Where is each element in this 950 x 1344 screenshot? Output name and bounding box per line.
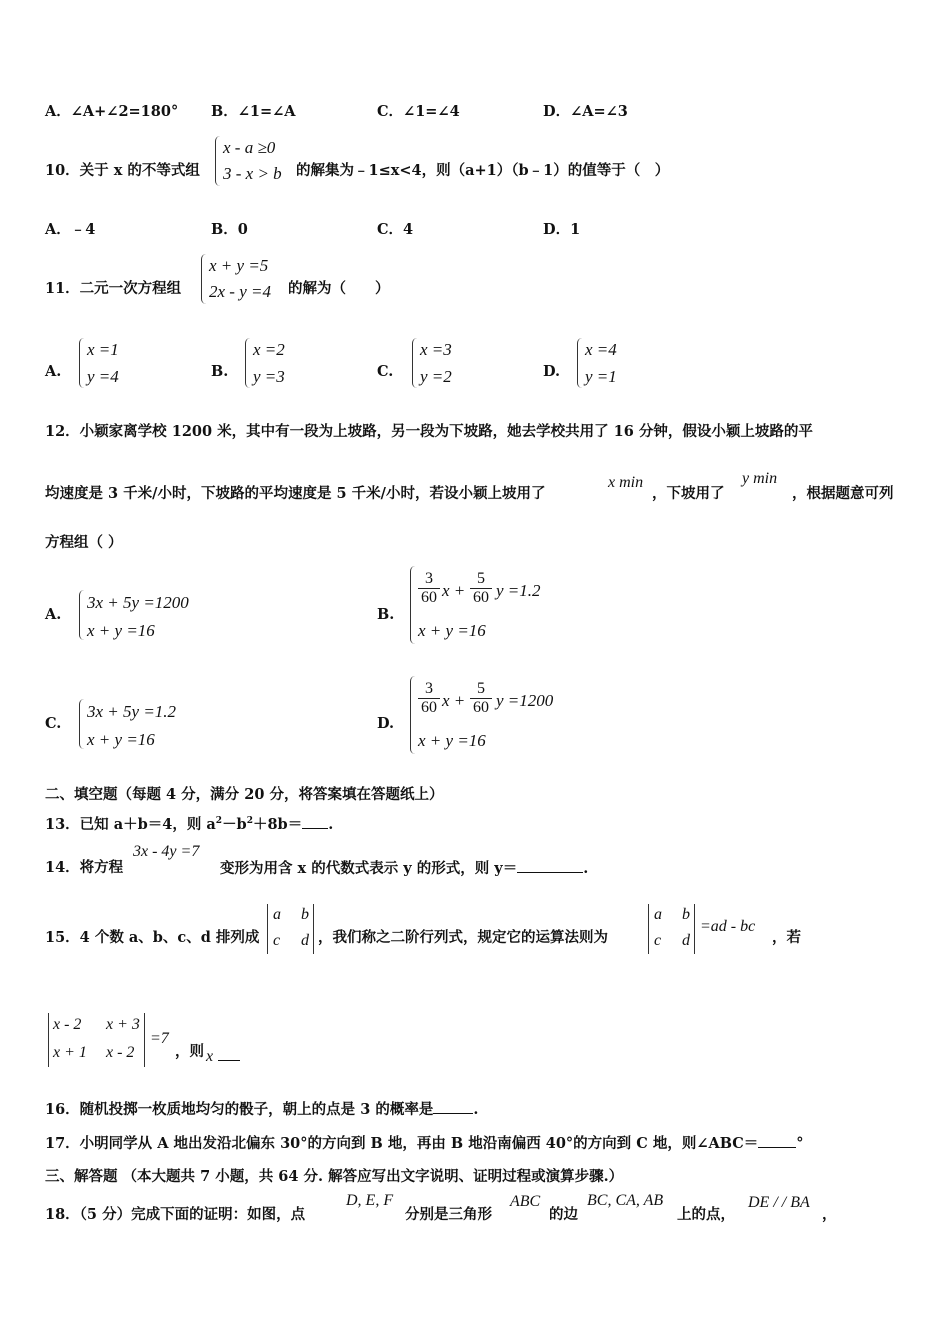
q12-b-frac1-num: 3 xyxy=(425,570,433,587)
q12-option-a-line2: x + y =16 xyxy=(87,621,155,640)
q18-mid2: 的边 xyxy=(549,1206,578,1223)
q15-eq: =7 xyxy=(150,1030,169,1047)
q16 xyxy=(45,1099,478,1120)
q12-line1: 12．小颖家离学校 1200 米，其中有一段为上坡路，另一段为下坡路，她去学校共用了 16 分钟，假设小颖上坡路的平 xyxy=(45,423,813,440)
q18-prefix: 18．（5 分）完成下面的证明：如图，点 xyxy=(45,1206,306,1223)
q18-sides: BC, CA, AB xyxy=(587,1192,664,1209)
q15-rule-b: b xyxy=(682,906,690,923)
q10-line2: 3 - x > b xyxy=(223,164,282,183)
q12-b-frac2-den: 60 xyxy=(470,588,492,607)
brace-icon xyxy=(79,338,84,388)
q17-answer-blank[interactable] xyxy=(758,1133,796,1148)
q12-option-c-line1: 3x + 5y =1.2 xyxy=(87,702,177,721)
q15-rule: =ad - bc xyxy=(700,918,756,935)
q18-points: D, E, F xyxy=(346,1192,394,1209)
q16-text: 16．随机投掷一枚质地均匀的骰子，朝上的点是 3 的概率是 xyxy=(45,1101,434,1118)
q18-mid1: 分别是三角形 xyxy=(405,1206,492,1223)
q12-option-d-line2: x + y =16 xyxy=(418,731,486,750)
q15-answer-blank[interactable] xyxy=(218,1046,240,1061)
q12-d-x: x + xyxy=(442,691,466,710)
q10-prefix: 10．关于 x 的不等式组 xyxy=(45,162,200,179)
q12-option-c-system xyxy=(79,699,209,751)
q12-b-rest: y =1.2 xyxy=(496,581,541,600)
brace-icon xyxy=(215,136,220,186)
q12-line2a: 均速度是 3 千米/小时，下坡路的平均速度是 5 千米/小时，若设小颖上坡用了 xyxy=(45,485,546,502)
q12-option-a-system xyxy=(79,590,209,642)
q15-b: b xyxy=(301,906,309,923)
q15-determinant-rule xyxy=(648,904,696,956)
q10-line1: x - a ≥0 xyxy=(223,138,276,157)
q14-middle xyxy=(220,858,588,879)
q12-b-frac2-num: 5 xyxy=(477,570,485,587)
q18-triangle: ABC xyxy=(510,1193,541,1210)
q13-period: . xyxy=(328,815,334,833)
q12-option-b-label: B. xyxy=(377,606,395,623)
q13 xyxy=(45,811,333,835)
q10-option-d: D．1 xyxy=(543,221,581,238)
q11-option-a-label: A. xyxy=(45,363,62,380)
brace-icon xyxy=(245,338,250,388)
q16-answer-blank[interactable] xyxy=(433,1099,473,1114)
q12-option-b-line2: x + y =16 xyxy=(418,621,486,640)
q11-suffix: 的解为（ ） xyxy=(288,280,390,297)
q14-middle-text: 变形为用含 x 的代数式表示 y 的形式，则 y＝ xyxy=(220,860,518,877)
q10-option-c: C．4 xyxy=(377,221,414,238)
section-2-heading: 二、填空题（每题 4 分，满分 20 分，将答案填在答题纸上） xyxy=(45,786,444,803)
q15-rule-a: a xyxy=(654,906,662,923)
q15-c: c xyxy=(273,932,281,949)
q15-determinant-def xyxy=(267,904,315,956)
q13-sup2: 2 xyxy=(246,816,253,826)
q12-line3: 方程组（ ） xyxy=(45,534,123,551)
brace-icon xyxy=(410,676,415,754)
q14-answer-blank[interactable] xyxy=(517,858,583,873)
q11-line2: 2x - y =4 xyxy=(209,282,271,301)
q12-option-d-label: D. xyxy=(377,715,395,732)
q18-end: ， xyxy=(822,1206,837,1223)
q12-d-frac2 xyxy=(470,680,492,717)
q15-then: ，则 xyxy=(175,1043,204,1060)
q12-option-d-system xyxy=(410,676,580,756)
q14-equation: 3x - 4y =7 xyxy=(133,843,200,860)
q12-b-frac2 xyxy=(470,570,492,607)
q12-b-x: x + xyxy=(442,581,466,600)
q15-x: x xyxy=(206,1048,214,1065)
q12-line2b: ，下坡用了 xyxy=(652,485,725,502)
q12-ymin: y min xyxy=(742,470,778,487)
det-bar-icon xyxy=(313,904,314,954)
q11-option-b-line1: x =2 xyxy=(253,340,285,359)
q15-m11: x - 2 xyxy=(53,1016,82,1033)
brace-icon xyxy=(79,699,84,749)
q17-text: 17．小明同学从 A 地出发沿北偏东 30°的方向到 B 地，再由 B 地沿南偏西 40°的方向到 C 地，则∠ABC＝ xyxy=(45,1135,759,1152)
q11-option-b-label: B. xyxy=(211,363,229,380)
q11-option-b-system xyxy=(245,338,305,390)
det-bar-icon xyxy=(48,1013,49,1067)
q11-option-c-line1: x =3 xyxy=(420,340,452,359)
q10-option-b: B．0 xyxy=(211,221,248,238)
q15-prefix: 15．4 个数 a、b、c、d 排列成 xyxy=(45,929,260,946)
q9-option-a: A．∠A+∠2=180° xyxy=(45,103,179,120)
q15-a: a xyxy=(273,906,281,923)
section-3-heading: 三、解答题 （本大题共 7 小题，共 64 分. 解答应写出文字说明、证明过程或演算步骤.） xyxy=(45,1168,624,1185)
q16-period: . xyxy=(473,1101,479,1118)
q12-d-rest: y =1200 xyxy=(496,691,554,710)
q12-option-c-label: C. xyxy=(45,715,62,732)
q12-d-frac2-den: 60 xyxy=(470,698,492,717)
q13-end: ＋8b＝ xyxy=(252,815,303,833)
q9-option-c: C．∠1=∠4 xyxy=(377,103,460,120)
q14-prefix: 14．将方程 xyxy=(45,859,124,876)
q9-option-b: B．∠1=∠A xyxy=(211,103,296,120)
q11-option-d-system xyxy=(577,338,637,390)
q10-suffix: 的解集为﹣1≤x<4，则（a+1）（b﹣1）的值等于（ ） xyxy=(296,162,670,179)
q17-deg: ° xyxy=(796,1135,804,1152)
q11-option-a-line1: x =1 xyxy=(87,340,119,359)
det-bar-icon xyxy=(144,1013,145,1067)
q9-option-d: D．∠A=∠3 xyxy=(543,103,628,120)
q11-option-a-system xyxy=(79,338,139,390)
det-bar-icon xyxy=(267,904,268,954)
brace-icon xyxy=(577,338,582,388)
q11-option-d-label: D. xyxy=(543,363,561,380)
q13-answer-blank[interactable] xyxy=(302,814,328,829)
q12-option-a-label: A. xyxy=(45,606,62,623)
brace-icon xyxy=(412,338,417,388)
q12-option-c-line2: x + y =16 xyxy=(87,730,155,749)
brace-icon xyxy=(79,590,84,640)
q11-line1: x + y =5 xyxy=(209,256,269,275)
q11-equation-system xyxy=(201,254,289,306)
q12-xmin: x min xyxy=(608,474,644,491)
q11-option-d-line1: x =4 xyxy=(585,340,617,359)
q13-sup1: 2 xyxy=(215,816,223,826)
q10-option-a: A．﹣4 xyxy=(45,221,96,238)
q11-option-a-line2: y =4 xyxy=(87,367,119,386)
q12-line2c: ，根据题意可列 xyxy=(792,485,894,502)
q11-option-c-line2: y =2 xyxy=(420,367,452,386)
det-bar-icon xyxy=(648,904,649,954)
q18-mid3: 上的点， xyxy=(677,1206,735,1223)
q11-option-b-line2: y =3 xyxy=(253,367,285,386)
q11-option-d-line2: y =1 xyxy=(585,367,617,386)
q12-option-b-system xyxy=(410,566,560,646)
q12-line2 xyxy=(45,484,545,504)
q15-m12: x + 3 xyxy=(106,1016,140,1033)
q15-m21: x + 1 xyxy=(53,1044,87,1061)
q15-d: d xyxy=(301,932,309,949)
q12-option-a-line1: 3x + 5y =1200 xyxy=(87,593,189,612)
q11-prefix: 11．二元一次方程组 xyxy=(45,280,182,297)
q12-d-frac2-num: 5 xyxy=(477,680,485,697)
q15-middle: ，我们称之二阶行列式，规定它的运算法则为 xyxy=(318,929,608,946)
q18-parallel: DE / / BA xyxy=(748,1194,810,1211)
q13-mid: －b xyxy=(222,815,247,833)
q12-b-frac1 xyxy=(418,570,440,607)
brace-icon xyxy=(410,566,415,644)
q11-option-c-system xyxy=(412,338,472,390)
q11-option-c-label: C. xyxy=(377,363,394,380)
det-bar-icon xyxy=(694,904,695,954)
q12-b-frac1-den: 60 xyxy=(418,588,440,607)
q10-inequality-system xyxy=(215,136,295,188)
q17 xyxy=(45,1133,804,1154)
q15-m22: x - 2 xyxy=(106,1044,135,1061)
q14-period: . xyxy=(583,860,589,877)
q12-d-frac1 xyxy=(418,680,440,717)
q15-determinant-equation xyxy=(48,1013,148,1069)
q12-d-frac1-num: 3 xyxy=(425,680,433,697)
q15-rule-d: d xyxy=(682,932,690,949)
q12-d-frac1-den: 60 xyxy=(418,698,440,717)
brace-icon xyxy=(201,254,206,304)
q15-suffix: ，若 xyxy=(772,929,801,946)
q15-rule-c: c xyxy=(654,932,662,949)
q13-text: 13．已知 a＋b＝4，则 a xyxy=(45,815,216,833)
